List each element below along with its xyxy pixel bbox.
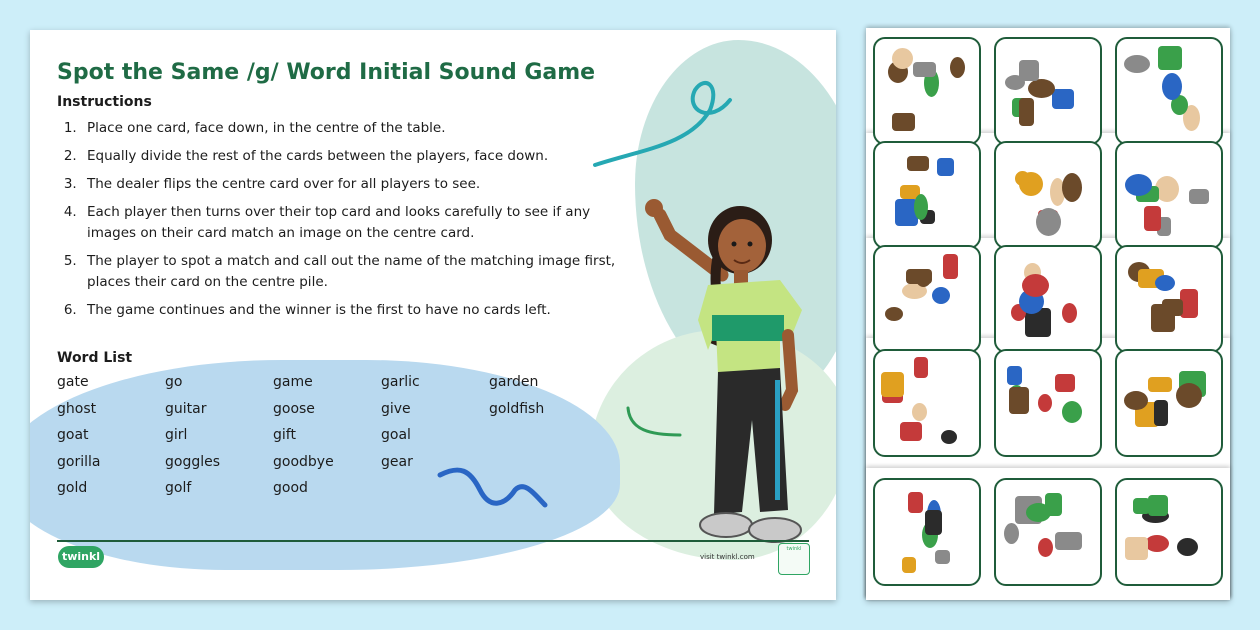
instruction-item: 5. The player to spot a match and call out the name of the matching image first, places their card on the centre pile. xyxy=(81,251,641,293)
worksheet-page xyxy=(30,30,836,600)
picture-card xyxy=(994,141,1102,249)
card-picture xyxy=(943,254,958,279)
card-picture xyxy=(1019,98,1034,126)
card-picture xyxy=(1009,387,1029,414)
card-picture xyxy=(1176,383,1202,408)
card-picture xyxy=(1022,274,1049,297)
card-picture xyxy=(1125,537,1148,560)
word: goggles xyxy=(165,453,221,470)
word: gift xyxy=(273,427,296,443)
card-picture xyxy=(906,269,932,284)
card-picture xyxy=(881,372,904,397)
card-picture xyxy=(1028,79,1055,98)
word-list xyxy=(57,374,597,507)
card-picture xyxy=(1055,374,1075,392)
picture-card xyxy=(873,245,981,353)
picture-card xyxy=(873,141,981,249)
card-picture xyxy=(1148,377,1172,392)
word: garden xyxy=(489,374,539,390)
word: give xyxy=(381,400,411,417)
card-picture xyxy=(1162,73,1182,100)
card-picture xyxy=(1144,206,1161,231)
instruction-item: 3. The dealer flips the centre card over for all players to see. xyxy=(81,174,641,195)
word xyxy=(489,454,597,481)
badge-label: twinkl xyxy=(786,546,802,552)
girl-pointing-illustration xyxy=(630,180,810,560)
instructions-heading: Instructions xyxy=(57,94,152,110)
picture-card xyxy=(994,37,1102,145)
picture-card xyxy=(873,349,981,457)
card-picture xyxy=(892,113,915,131)
instruction-item: 6. The game continues and the winner is the first to have no cards left. xyxy=(81,300,641,321)
word: gold xyxy=(57,480,88,496)
card-picture xyxy=(1004,523,1019,544)
card-picture xyxy=(1015,171,1030,186)
word: golf xyxy=(165,480,192,496)
word: ghost xyxy=(57,400,97,417)
word: good xyxy=(273,480,308,496)
card-picture xyxy=(1019,60,1039,81)
word-list-heading: Word List xyxy=(57,350,133,366)
instruction-item: 2. Equally divide the rest of the cards between the players, face down. xyxy=(81,146,641,167)
card-picture xyxy=(1038,394,1052,412)
word: girl xyxy=(165,427,188,443)
word: game xyxy=(273,374,313,390)
card-picture xyxy=(937,158,954,176)
card-picture xyxy=(1062,401,1082,423)
card-picture xyxy=(1155,275,1175,291)
footer-divider xyxy=(57,540,809,542)
card-picture xyxy=(935,550,950,564)
card-picture xyxy=(1189,189,1209,204)
picture-card xyxy=(994,478,1102,586)
card-picture xyxy=(1036,208,1061,236)
card-picture xyxy=(925,510,942,535)
twinkl-logo: twinkl xyxy=(58,546,104,568)
picture-card xyxy=(873,37,981,145)
card-picture xyxy=(1133,498,1150,514)
card-picture xyxy=(1158,46,1182,70)
instructions-list xyxy=(57,118,641,328)
card-picture xyxy=(914,357,928,378)
card-picture xyxy=(932,287,950,304)
picture-card xyxy=(873,478,981,586)
card-picture xyxy=(913,62,936,77)
word: goodbye xyxy=(273,453,334,470)
word: goat xyxy=(57,427,89,443)
quality-badge xyxy=(778,543,810,575)
word: gate xyxy=(57,374,89,390)
word: goal xyxy=(381,427,411,443)
card-picture xyxy=(1177,538,1198,556)
card-picture xyxy=(1145,535,1169,552)
visit-website-text: visit twinkl.com xyxy=(700,553,755,561)
card-picture xyxy=(1055,532,1082,550)
card-picture xyxy=(950,57,965,78)
card-picture xyxy=(902,557,916,573)
instruction-item: 1. Place one card, face down, in the centre of the table. xyxy=(81,118,641,139)
picture-card xyxy=(994,245,1102,353)
word: guitar xyxy=(165,400,207,417)
word: goose xyxy=(273,400,315,417)
picture-card xyxy=(1115,349,1223,457)
word: gorilla xyxy=(57,453,101,470)
card-picture xyxy=(1125,174,1152,196)
picture-card xyxy=(1115,37,1223,145)
picture-card xyxy=(1115,141,1223,249)
card-picture xyxy=(912,403,927,421)
card-picture xyxy=(1062,173,1082,202)
picture-card xyxy=(1115,478,1223,586)
card-picture xyxy=(1062,303,1077,323)
worksheet-title: Spot the Same /g/ Word Initial Sound Game xyxy=(57,60,596,85)
card-picture xyxy=(885,307,903,321)
card-picture xyxy=(1148,495,1168,516)
card-picture xyxy=(914,194,928,220)
word: go xyxy=(165,374,183,390)
card-picture xyxy=(892,48,913,69)
word xyxy=(489,427,597,454)
card-picture xyxy=(900,422,922,441)
card-picture xyxy=(1038,538,1053,557)
card-picture xyxy=(908,492,923,513)
card-picture xyxy=(1124,391,1148,410)
card-picture xyxy=(1007,366,1022,385)
word: goldfish xyxy=(489,400,545,417)
picture-card xyxy=(1115,245,1223,353)
card-picture xyxy=(1154,400,1168,426)
card-picture xyxy=(907,156,929,171)
card-picture xyxy=(1052,89,1074,109)
card-picture xyxy=(1124,55,1150,73)
instruction-item: 4. Each player then turns over their top card and looks carefully to see if any images on their card match an image on the centre card. xyxy=(81,202,641,244)
word: gear xyxy=(381,453,413,470)
picture-card xyxy=(994,349,1102,457)
card-picture xyxy=(941,430,957,444)
card-picture xyxy=(1162,299,1183,316)
word: garlic xyxy=(381,374,420,390)
card-picture xyxy=(1026,503,1051,522)
